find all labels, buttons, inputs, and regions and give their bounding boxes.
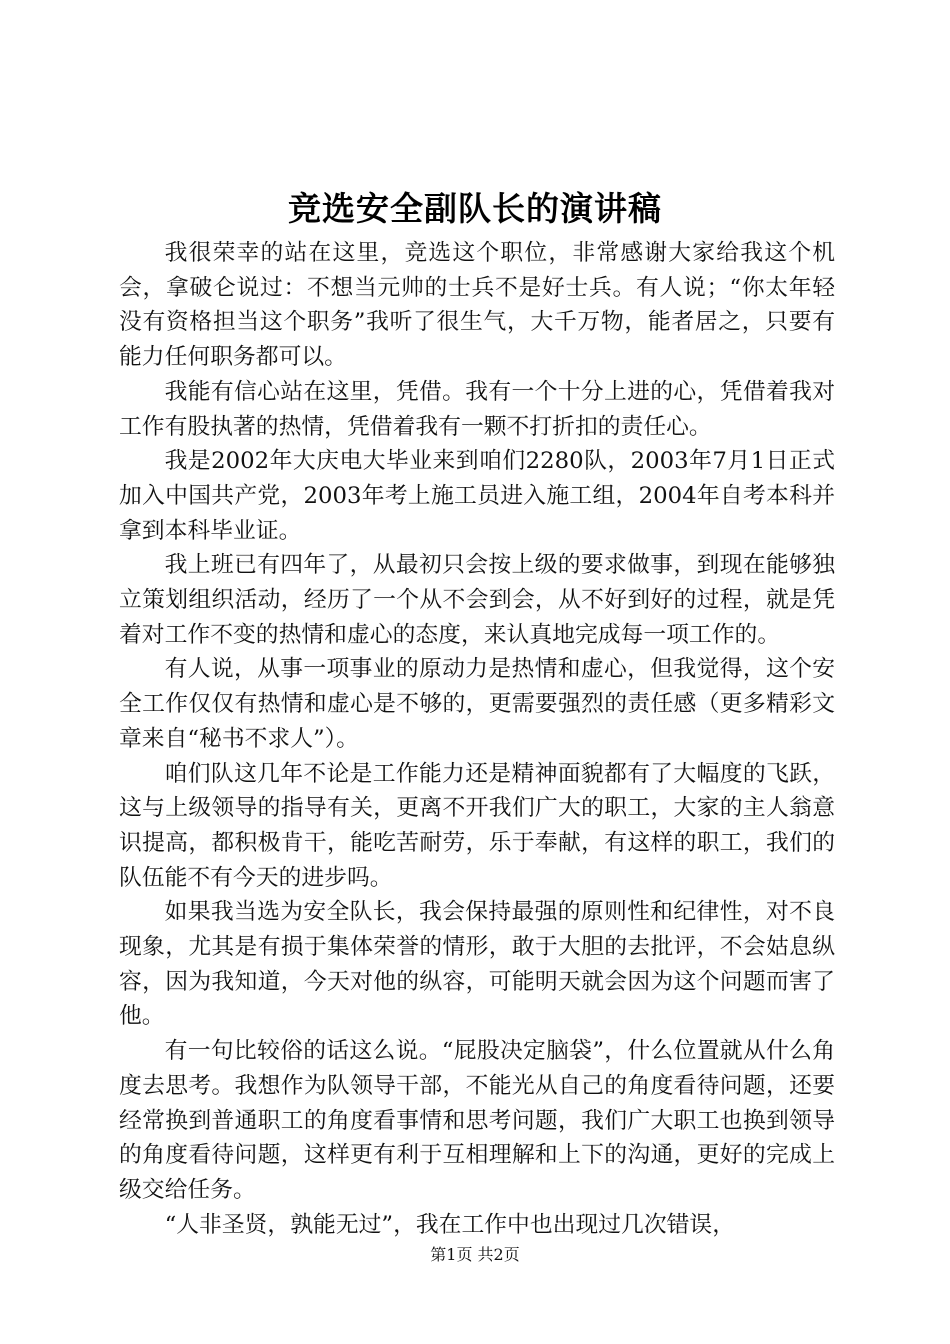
paragraph: 有一句比较俗的话这么说。“屁股决定脑袋”，什么位置就从什么角度去思考。我想作为队领导干部，不能光从自己的角度看待问题，还要经常换到普通职工的角度看事情和思考问题，我们广大职工也换到领导的角度看待问题，这样更有利于互相理解和上下的沟通，更好的完成上级交给任务。 [119, 1038, 835, 1203]
paragraph: 咱们队这几年不论是工作能力还是精神面貌都有了大幅度的飞跃，这与上级领导的指导有关，更离不开我们广大的职工，大家的主人翁意识提高，都积极肯干，能吃苦耐劳，乐于奉献，有这样的职工，我们的队伍能不有今天的进步吗。 [119, 760, 835, 891]
page-footer: 第1页 共2页 [430, 1245, 520, 1264]
paragraph: 我是2002年大庆电大毕业来到咱们2280队，2003年7月1日正式加入中国共产党，2003年考上施工员进入施工组，2004年自考本科并拿到本科毕业证。 [119, 448, 835, 544]
paragraph: 我能有信心站在这里，凭借。我有一个十分上进的心，凭借着我对工作有股执著的热情，凭借着我有一颗不打折扣的责任心。 [119, 378, 835, 440]
paragraph: 我上班已有四年了，从最初只会按上级的要求做事，到现在能够独立策划组织活动，经历了一个从不会到会，从不好到好的过程，就是凭着对工作不变的热情和虚心的态度，来认真地完成每一项工作的。 [119, 552, 835, 648]
paragraph: 如果我当选为安全队长，我会保持最强的原则性和纪律性，对不良现象，尤其是有损于集体荣誉的情形，敢于大胆的去批评，不会姑息纵容，因为我知道，今天对他的纵容，可能明天就会因为这个问题而害了他。 [119, 899, 835, 1030]
paragraph: 有人说，从事一项事业的原动力是热情和虚心，但我觉得，这个安全工作仅仅有热情和虚心是不够的，更需要强烈的责任感（更多精彩文章来自“秘书不求人”）。 [119, 656, 835, 752]
document-title: 竞选安全副队长的演讲稿 [288, 189, 662, 228]
document-body [119, 236, 835, 1242]
paragraph: 我很荣幸的站在这里，竞选这个职位，非常感谢大家给我这个机会，拿破仑说过：不想当元帅的士兵不是好士兵。有人说；“你太年轻没有资格担当这个职务”我听了很生气，大千万物，能者居之，只要有能力任何职务都可以。 [119, 240, 835, 371]
paragraph: “人非圣贤，孰能无过”，我在工作中也出现过几次错误， [164, 1211, 736, 1238]
